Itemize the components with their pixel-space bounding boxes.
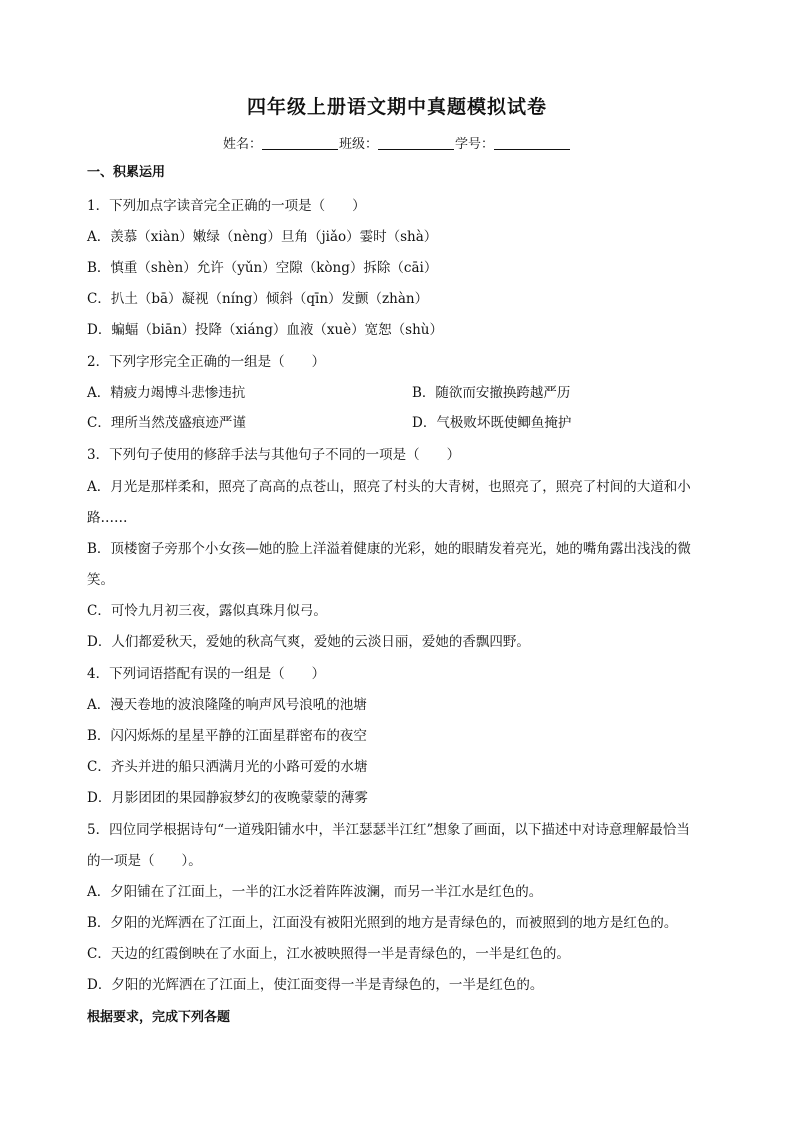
question-option: B．闪闪烁烁的星星平静的江面星群密布的夜空: [87, 728, 367, 744]
question-option: C．可怜九月初三夜，露似真珠月似弓。: [87, 603, 327, 619]
question-stem-continued: 的一项是（ ）。: [87, 853, 202, 869]
question-stem: 2．下列字形完全正确的一组是（ ）: [87, 354, 326, 370]
question-option: B．顶楼窗子旁那个小女孩—她的脸上洋溢着健康的光彩，她的眼睛发着亮光，她的嘴角露出浅浅的微: [87, 541, 691, 557]
question-stem: 1．下列加点字读音完全正确的一项是（ ）: [87, 198, 366, 214]
question-option: D．气极败坏既使鲫鱼掩护: [412, 415, 572, 431]
question-option: D．夕阳的光辉洒在了江面上，使江面变得一半是青绿色的，一半是红色的。: [87, 977, 544, 993]
name-label: 姓名：: [222, 137, 262, 152]
id-field[interactable]: [494, 135, 570, 150]
question-option: C．理所当然茂盛痕迹严谨: [87, 415, 246, 431]
name-field[interactable]: [262, 135, 338, 150]
question-option: D．蝙蝠（biān）投降（xiáng）血液（xuè）宽恕（shù）: [87, 322, 443, 338]
question-option: B．慎重（shèn）允许（yǔn）空隙（kòng）拆除（cāi）: [87, 260, 438, 276]
question-option: C．齐头并进的船只洒满月光的小路可爱的水塘: [87, 759, 368, 775]
question-option: C．扒土（bā）凝视（níng）倾斜（qīn）发颤（zhàn）: [87, 291, 429, 307]
class-field[interactable]: [378, 135, 454, 150]
question-option: D．人们都爱秋天，爱她的秋高气爽，爱她的云淡日丽，爱她的香飘四野。: [87, 634, 530, 650]
question-option: A．精疲力竭博斗悲惨违抗: [87, 385, 246, 401]
question-option: A．夕阳铺在了江面上，一半的江水泛着阵阵波澜，而另一半江水是红色的。: [87, 884, 543, 900]
id-label: 学号：: [455, 137, 495, 152]
question-stem: 4．下列词语搭配有误的一组是（ ）: [87, 666, 326, 682]
question-stem: 5．四位同学根据诗句“一道残阳铺水中，半江瑟瑟半江红”想象了画面，以下描述中对诗意理解最恰当: [87, 822, 690, 838]
class-label: 班级：: [338, 137, 378, 152]
question-option-continued: 笑。: [87, 572, 114, 588]
question-option: A．漫天卷地的波浪隆隆的响声风号浪吼的池塘: [87, 697, 367, 713]
question-option: B．夕阳的光辉洒在了江面上，江面没有被阳光照到的地方是青绿色的，而被照到的地方是红色的。: [87, 915, 678, 931]
section-heading: 一、积累运用: [87, 165, 166, 180]
question-option: C．天边的红霞倒映在了水面上，江水被映照得一半是青绿色的，一半是红色的。: [87, 946, 570, 962]
page-title: 四年级上册语文期中真题模拟试卷: [246, 96, 547, 118]
question-stem: 3．下列句子使用的修辞手法与其他句子不同的一项是（ ）: [87, 447, 461, 463]
question-option: A．月光是那样柔和，照亮了高高的点苍山，照亮了村头的大青树，也照亮了，照亮了村间的大道和小: [87, 479, 691, 495]
question-option: D．月影团团的果园静寂梦幻的夜晚蒙蒙的薄雾: [87, 790, 368, 806]
question-option: A．羡慕（xiàn）嫩绿（nèng）旦角（jiǎo）霎时（shà）: [87, 229, 438, 245]
section-heading: 根据要求，完成下列各题: [87, 1010, 231, 1025]
question-option-continued: 路……: [87, 510, 128, 526]
question-option: B．随欲而安撤换跨越严历: [412, 385, 571, 401]
student-info-row: [0, 133, 794, 152]
